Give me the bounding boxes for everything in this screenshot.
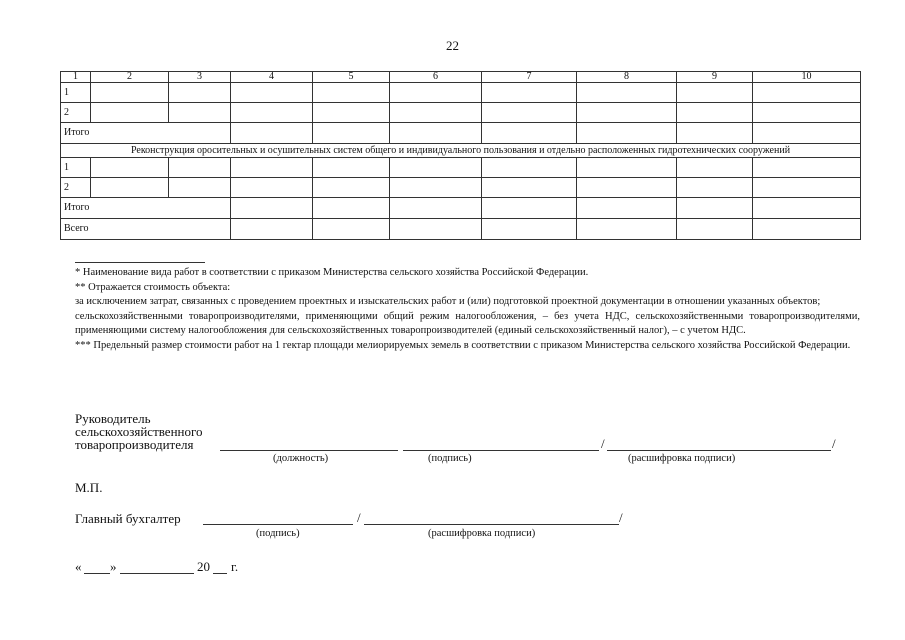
section-title: Реконструкция оросительных и осушительных систем общего и индивидуального пользования и отдельно расположенных гидротехнических сооружений [61,144,861,158]
grand-total-label: Всего [61,219,231,240]
column-number: 7 [482,72,577,83]
column-number: 4 [231,72,313,83]
column-number: 5 [313,72,390,83]
position-caption: (должность) [273,453,329,464]
chief-accountant-label: Главный бухгалтер [75,511,181,526]
table-row [61,83,861,103]
head-title-line1: Руководитель [75,411,151,426]
row-number: 2 [61,178,91,198]
column-number: 10 [753,72,861,83]
date-month-field[interactable] [120,560,194,574]
subtotal-row [61,198,861,219]
head-title-line2: сельскохозяйственного [75,424,203,439]
row-number: 1 [61,158,91,178]
head-decoding-field[interactable] [607,437,831,451]
row-number: 2 [61,103,91,123]
signature-caption: (подпись) [428,453,472,464]
row-number: 1 [61,83,91,103]
date-year-suffix: г. [231,559,239,574]
date-year-field[interactable] [213,560,227,574]
footnote: * Наименование вида работ в соответствии с приказом Министерства сельского хозяйства Российской Федерации. [75,267,589,278]
column-number: 2 [91,72,169,83]
accountant-signature-field[interactable] [203,511,353,525]
footnote: *** Предельный размер стоимости работ на 1 гектар площади мелиорируемых земель в соответствии с приказом Министерства сельского хозяйства Российской Федерации. [75,339,851,351]
decoding-caption: (расшифровка подписи) [428,528,536,539]
table-row [61,158,861,178]
signature-caption: (подпись) [256,528,300,539]
table-row [61,103,861,123]
page-number: 22 [446,38,459,53]
table-row [61,178,861,198]
date-quote-close: » [110,559,117,574]
column-number: 8 [577,72,677,83]
grand-total-row [61,219,861,240]
column-number: 3 [169,72,231,83]
date-year-prefix: 20 [197,559,210,574]
subtotal-label: Итого [61,198,231,219]
column-number: 9 [677,72,753,83]
decoding-caption: (расшифровка подписи) [628,453,736,464]
head-title-line3: товаропроизводителя [75,437,194,452]
cost-table [60,71,861,240]
head-signature-field[interactable] [403,437,599,451]
footnote: за исключением затрат, связанных с проведением проектных и изыскательских работ и (или) подготовкой проектной документации в отношении указанных объектов; [75,296,821,308]
stamp-place: М.П. [75,480,103,495]
subtotal-label: Итого [61,123,231,144]
subtotal-row [61,123,861,144]
section-row [61,144,861,158]
footnote: сельскохозяйственными товаропроизводителями, применяющими общий режим налогообложения, – без учета НДС, сельскохозяйственными товаропроизводителями, применяющими систему налогообложения для сельскохозяйственных товаропроизводителей (единый сельскохозяйственный налог), – с учетом НДС. [75,310,860,337]
footnote-rule [75,262,205,263]
column-number: 6 [390,72,482,83]
column-number: 1 [61,72,91,83]
footnote: ** Отражается стоимость объекта: [75,281,231,293]
accountant-decoding-field[interactable] [364,511,619,525]
position-field[interactable] [220,437,398,451]
column-number-row [61,72,861,83]
date-day-field[interactable] [84,560,110,574]
footnotes [75,266,860,354]
date-quote-open: « [75,559,82,574]
